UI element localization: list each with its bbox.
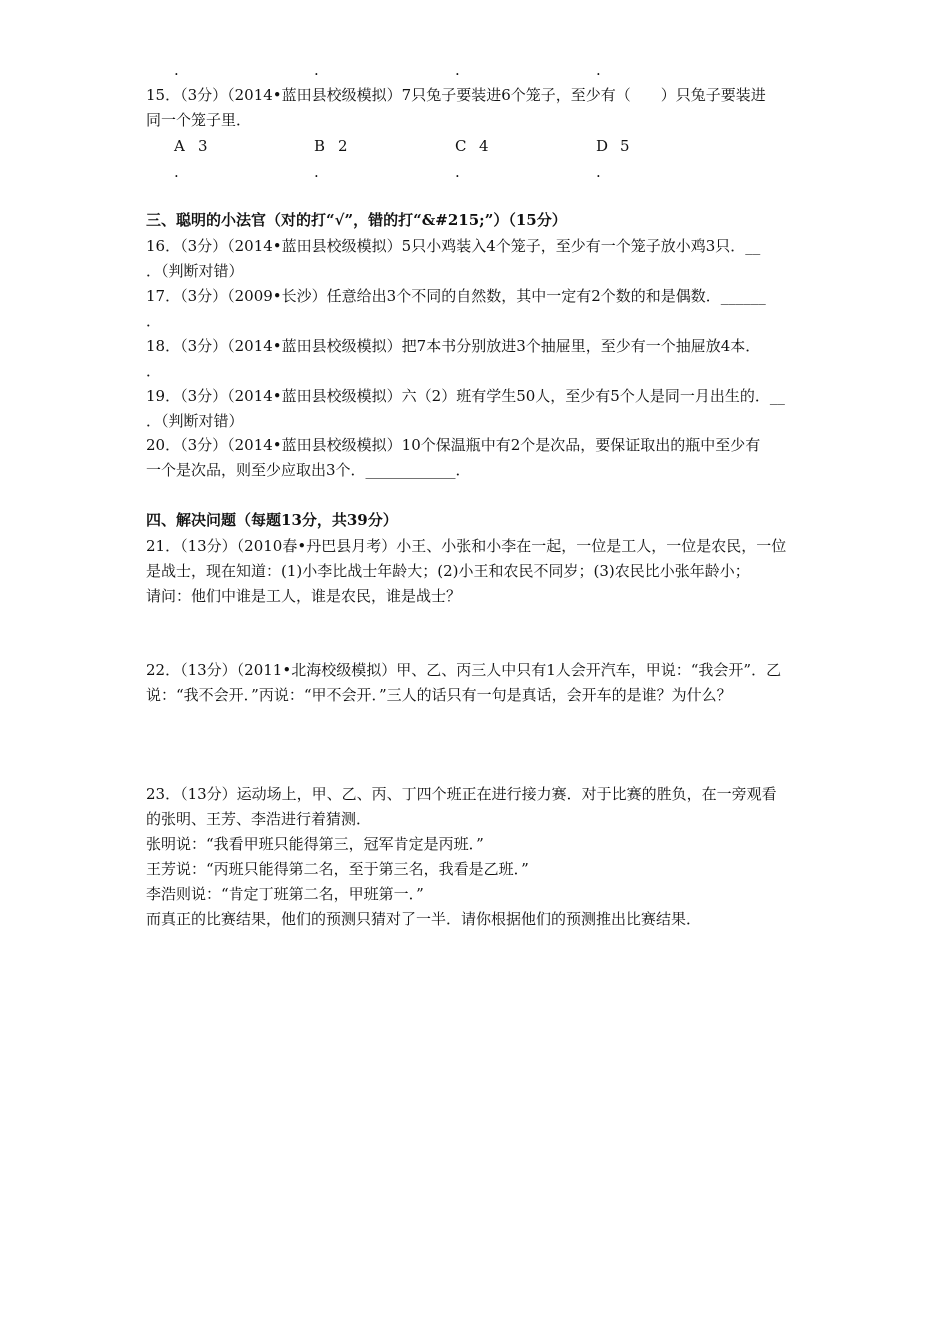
question-22-line-2: 说：“我不会开．”丙说：“甲不会开．”三人的话只有一句是真话，会开车的是谁？为什么？ [146,686,732,704]
option-a-value: 3 [198,137,208,155]
question-21-line-3: 请问：他们中谁是工人，谁是农民，谁是战士？ [146,587,462,605]
question-23-line-4: 王芳说：“丙班只能得第二名，至于第三名，我看是乙班．” [146,860,529,878]
question-16-line-1: 16．（3分）（2014•蓝田县校级模拟）5只小鸡装入4个笼子，至少有一个笼子放小鸡3只．__ [146,237,761,255]
question-18-line-1: 18．（3分）（2014•蓝田县校级模拟）把7本书分别放进3个抽屉里，至少有一个抽屉放4本． [146,337,761,355]
option-b-letter: B [314,137,326,155]
option-d-letter: D [596,137,609,155]
question-15-line-2: 同一个笼子里． [146,111,252,129]
option-dot: . [314,163,319,181]
question-17-line-2: ． [146,312,162,330]
section-4-title: 四、解决问题（每题13分，共39分） [146,511,398,529]
section-3-title: 三、聪明的小法官（对的打“√”，错的打“&#215;”）（15分） [146,211,567,229]
option-dot: . [174,61,179,79]
option-c-value: 4 [479,137,489,155]
question-20-line-2: 一个是次品，则至少应取出3个．____________． [146,461,471,479]
question-21-line-1: 21．（13分）（2010春•丹巴县月考）小王、小张和小李在一起，一位是工人，一位是农民，一位 [146,537,787,555]
question-23-line-1: 23．（13分）运动场上，甲、乙、丙、丁四个班正在进行接力赛．对于比赛的胜负，在一旁观看 [146,785,777,803]
option-dot: . [596,163,601,181]
question-15-line-1: 15．（3分）（2014•蓝田县校级模拟）7只兔子要装进6个笼子，至少有（ ）只兔子要装进 [146,86,766,104]
option-dot: . [174,163,179,181]
option-dot: . [455,61,460,79]
question-18-line-2: ． [146,362,162,380]
question-22-line-1: 22．（13分）（2011•北海校级模拟）甲、乙、丙三人中只有1人会开汽车，甲说：“我会开”．乙 [146,661,782,679]
question-20-line-1: 20．（3分）（2014•蓝田县校级模拟）10个保温瓶中有2个是次品，要保证取出的瓶中至少有 [146,436,761,454]
question-16-line-2: ．（判断对错） [146,262,244,280]
question-17-line-1: 17．（3分）（2009•长沙）任意给出3个不同的自然数，其中一定有2个数的和是偶数．______ [146,287,766,305]
question-19-line-1: 19．（3分）（2014•蓝田县校级模拟）六（2）班有学生50人，至少有5个人是同一月出生的．__ [146,387,785,405]
option-a-letter: A [174,137,185,155]
option-c-letter: C [455,137,467,155]
option-dot: . [314,61,319,79]
question-23-line-2: 的张明、王芳、李浩进行着猜测． [146,810,372,828]
option-d-value: 5 [620,137,630,155]
question-23-line-3: 张明说：“我看甲班只能得第三，冠军肯定是丙班．” [146,835,484,853]
question-21-line-2: 是战士，现在知道：(1)小李比战士年龄大；(2)小王和农民不同岁；(3)农民比小张年龄小； [146,562,750,580]
question-23-line-6: 而真正的比赛结果，他们的预测只猜对了一半．请你根据他们的预测推出比赛结果． [146,910,702,928]
question-23-line-5: 李浩则说：“肯定丁班第二名，甲班第一．” [146,885,424,903]
option-dot: . [596,61,601,79]
question-19-line-2: ．（判断对错） [146,412,244,430]
option-b-value: 2 [338,137,348,155]
option-dot: . [455,163,460,181]
